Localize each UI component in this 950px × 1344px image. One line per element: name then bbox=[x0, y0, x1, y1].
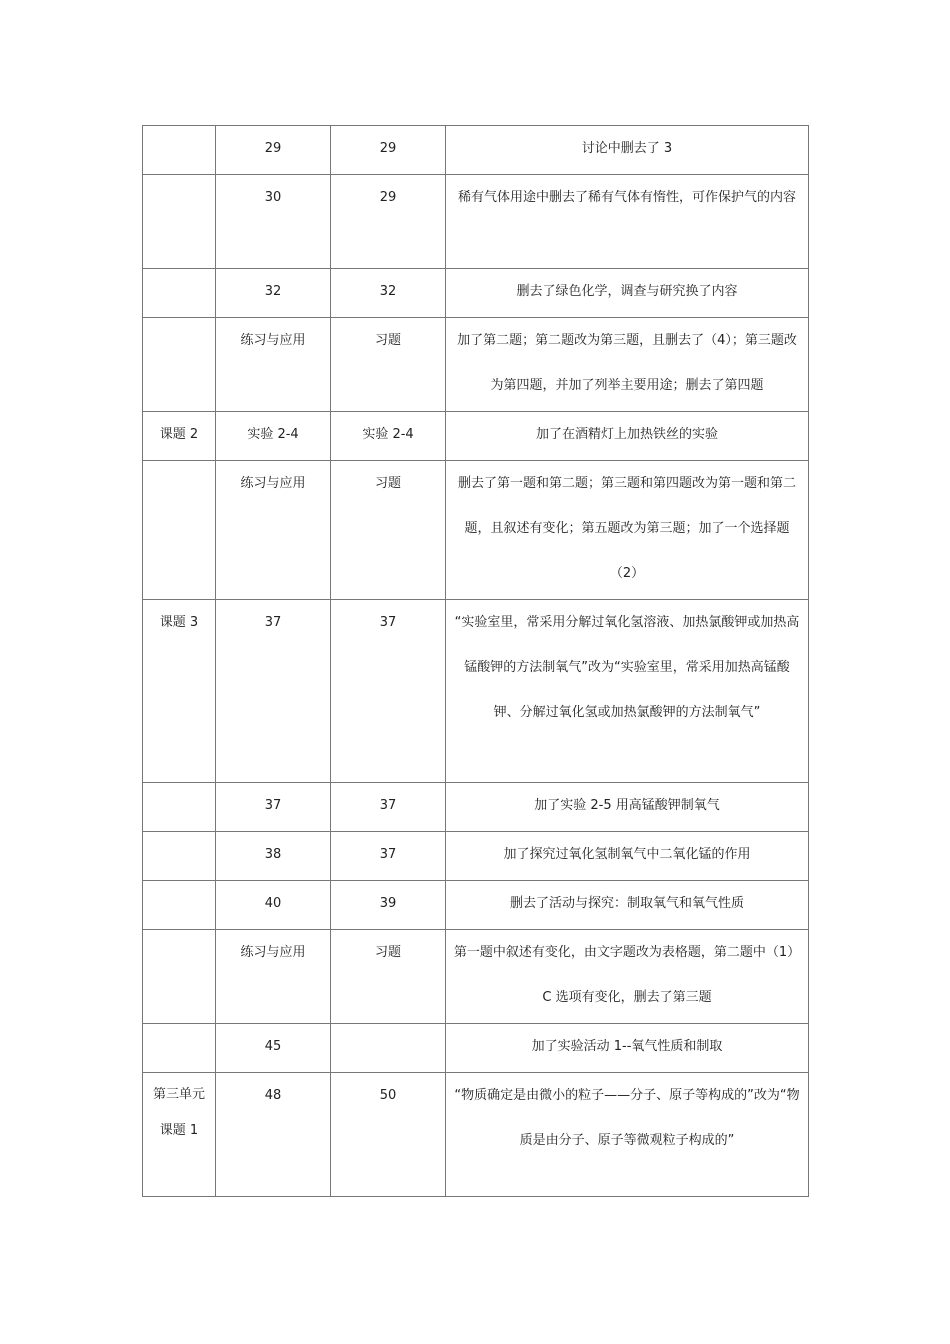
table-row bbox=[143, 269, 809, 318]
section-cell: 课题 2 bbox=[143, 412, 216, 461]
old-page-cell: 30 bbox=[216, 175, 331, 269]
old-page-cell: 练习与应用 bbox=[216, 930, 331, 1024]
section-cell bbox=[143, 881, 216, 930]
section-cell bbox=[143, 126, 216, 175]
new-page-cell: 37 bbox=[331, 783, 446, 832]
new-page-cell: 32 bbox=[331, 269, 446, 318]
table-row bbox=[143, 832, 809, 881]
section-cell bbox=[143, 175, 216, 269]
change-description-cell: 加了在酒精灯上加热铁丝的实验 bbox=[446, 412, 809, 461]
section-cell bbox=[143, 461, 216, 600]
section-cell bbox=[143, 1024, 216, 1073]
new-page-cell bbox=[331, 1024, 446, 1073]
change-description-cell: 讨论中删去了 3 bbox=[446, 126, 809, 175]
table-row bbox=[143, 175, 809, 269]
old-page-cell: 练习与应用 bbox=[216, 318, 331, 412]
table-row bbox=[143, 412, 809, 461]
new-page-cell: 习题 bbox=[331, 318, 446, 412]
old-page-cell: 32 bbox=[216, 269, 331, 318]
old-page-cell: 38 bbox=[216, 832, 331, 881]
section-cell bbox=[143, 269, 216, 318]
new-page-cell: 实验 2-4 bbox=[331, 412, 446, 461]
table-row bbox=[143, 881, 809, 930]
table-row bbox=[143, 318, 809, 412]
old-page-cell: 48 bbox=[216, 1073, 331, 1197]
old-page-cell: 练习与应用 bbox=[216, 461, 331, 600]
section-cell bbox=[143, 318, 216, 412]
table-row bbox=[143, 461, 809, 600]
section-cell bbox=[143, 832, 216, 881]
change-description-cell: 加了第二题；第二题改为第三题，且删去了（4）；第三题改为第四题，并加了列举主要用途；删去了第四题 bbox=[446, 318, 809, 412]
table-row bbox=[143, 783, 809, 832]
change-description-cell: 加了实验活动 1--氧气性质和制取 bbox=[446, 1024, 809, 1073]
table-row bbox=[143, 1073, 809, 1197]
new-page-cell: 37 bbox=[331, 832, 446, 881]
table-row bbox=[143, 1024, 809, 1073]
table-row bbox=[143, 930, 809, 1024]
change-description-cell: 删去了活动与探究：制取氧气和氧气性质 bbox=[446, 881, 809, 930]
textbook-changes-table bbox=[142, 125, 809, 1197]
new-page-cell: 50 bbox=[331, 1073, 446, 1197]
change-description-cell: 稀有气体用途中删去了稀有气体有惰性，可作保护气的内容 bbox=[446, 175, 809, 269]
old-page-cell: 37 bbox=[216, 600, 331, 783]
section-cell bbox=[143, 783, 216, 832]
change-description-cell: 第一题中叙述有变化，由文字题改为表格题，第二题中（1）C 选项有变化，删去了第三题 bbox=[446, 930, 809, 1024]
change-description-cell: 删去了绿色化学，调查与研究换了内容 bbox=[446, 269, 809, 318]
change-description-cell: 加了探究过氧化氢制氧气中二氧化锰的作用 bbox=[446, 832, 809, 881]
old-page-cell: 29 bbox=[216, 126, 331, 175]
old-page-cell: 45 bbox=[216, 1024, 331, 1073]
new-page-cell: 习题 bbox=[331, 930, 446, 1024]
change-description-cell: “实验室里，常采用分解过氧化氢溶液、加热氯酸钾或加热高锰酸钾的方法制氧气”改为“实验室里，常采用加热高锰酸钾、分解过氧化氢或加热氯酸钾的方法制氧气” bbox=[446, 600, 809, 783]
new-page-cell: 29 bbox=[331, 175, 446, 269]
change-description-cell: “物质确定是由微小的粒子——分子、原子等构成的”改为“物质是由分子、原子等微观粒子构成的” bbox=[446, 1073, 809, 1197]
table-row bbox=[143, 126, 809, 175]
section-cell: 第三单元课题 1 bbox=[143, 1073, 216, 1197]
old-page-cell: 实验 2-4 bbox=[216, 412, 331, 461]
new-page-cell: 39 bbox=[331, 881, 446, 930]
new-page-cell: 29 bbox=[331, 126, 446, 175]
new-page-cell: 习题 bbox=[331, 461, 446, 600]
change-description-cell: 删去了第一题和第二题；第三题和第四题改为第一题和第二题，且叙述有变化；第五题改为第三题；加了一个选择题（2） bbox=[446, 461, 809, 600]
section-cell: 课题 3 bbox=[143, 600, 216, 783]
section-cell bbox=[143, 930, 216, 1024]
old-page-cell: 40 bbox=[216, 881, 331, 930]
new-page-cell: 37 bbox=[331, 600, 446, 783]
change-description-cell: 加了实验 2-5 用高锰酸钾制氧气 bbox=[446, 783, 809, 832]
table-row bbox=[143, 600, 809, 783]
old-page-cell: 37 bbox=[216, 783, 331, 832]
